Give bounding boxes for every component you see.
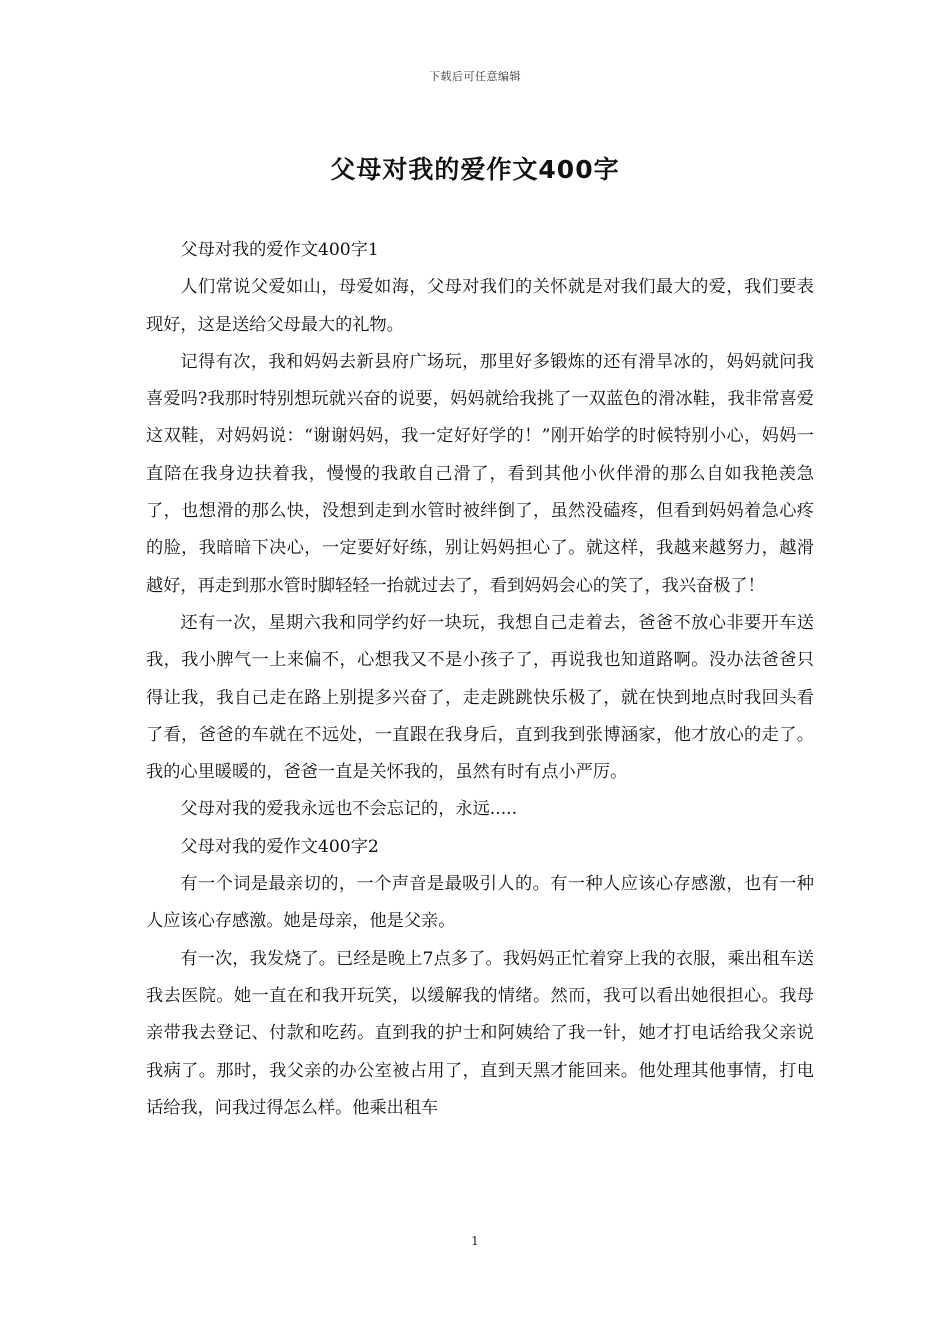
paragraph: 有一次，我发烧了。已经是晚上7点多了。我妈妈正忙着穿上我的衣服，乘出租车送我去医院。她一直在和我开玩笑，以缓解我的情绪。然而，我可以看出她很担心。我母亲带我去登记、付款和吃药。直到我的护士和阿姨给了我一针，她才打电话给我父亲说我病了。那时，我父亲的办公室被占用了，直到天黑才能回来。他处理其他事情，打电话给我，问我过得怎么样。他乘出租车 — [146, 948, 814, 1118]
paragraph: 还有一次，星期六我和同学约好一块玩，我想自己走着去，爸爸不放心非要开车送我，我小脾气一上来偏不，心想我又不是小孩子了，再说我也知道路啊。没办法爸爸只得让我，我自己走在路上别提多兴奋了，走走跳跳快乐极了，就在快到地点时我回头看了看，爸爸的车就在不远处，一直跟在我身后，直到我到张博涵家，他才放心的走了。我的心里暖暖的，爸爸一直是关怀我的，虽然有时有点小严厉。 — [146, 612, 814, 783]
section-heading-1: 父母对我的爱作文400字1 — [180, 240, 379, 260]
document-title: 父母对我的爱作文400字 — [330, 155, 620, 184]
paragraph: 有一个词是最亲切的，一个声音是最吸引人的。有一种人应该心存感激，也有一种人应该心存感激。她是母亲，他是父亲。 — [146, 874, 814, 932]
header-note: 下载后可任意编辑 — [429, 70, 521, 83]
section-heading-2: 父母对我的爱作文400字2 — [180, 836, 379, 857]
paragraph: 父母对我的爱我永远也不会忘记的，永远..... — [180, 799, 518, 820]
paragraph: 记得有次，我和妈妈去新县府广场玩，那里好多锻炼的还有滑旱冰的，妈妈就问我喜爱吗?我那时特别想玩就兴奋的说要，妈妈就给我挑了一双蓝色的滑冰鞋，我非常喜爱这双鞋，对妈妈说：“谢谢妈妈，我一定好好学的！”刚开始学的时候特别小心，妈妈一直陪在我身边扶着我，慢慢的我敢自己滑了，看到其他小伙伴滑的那么自如我艳羡急了，也想滑的那么快，没想到走到水管时被绊倒了，虽然没磕疼，但看到妈妈着急心疼的脸，我暗暗下决心，一定要好好练，别让妈妈担心了。就这样，我越来越努力，越滑越好，再走到那水管时脚轻轻一抬就过去了，看到妈妈会心的笑了，我兴奋极了！ — [146, 351, 814, 596]
paragraph: 人们常说父爱如山，母爱如海，父母对我们的关怀就是对我们最大的爱，我们要表现好，这是送给父母最大的礼物。 — [146, 277, 814, 335]
page-number: 1 — [471, 1234, 479, 1248]
document-body — [146, 232, 814, 1127]
